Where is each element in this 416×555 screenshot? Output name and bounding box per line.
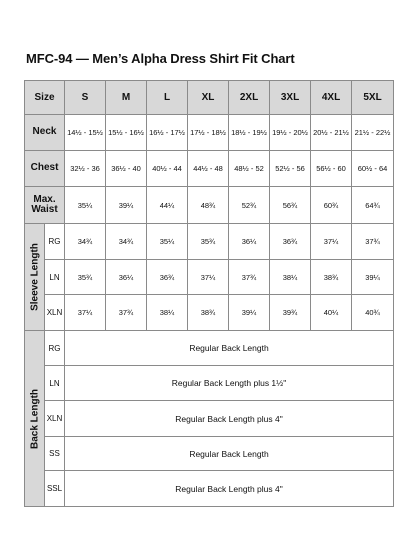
back-length-group (25, 331, 45, 507)
size-heading: 3XL (270, 81, 311, 115)
table-cell: 19½ - 20½ (270, 115, 311, 151)
back-row-xln (25, 401, 394, 437)
back-sub-label: SS (45, 437, 65, 471)
sleeve-row-xln (25, 295, 394, 331)
table-cell: 60¾ (311, 187, 352, 224)
neck-label: Neck (25, 115, 65, 151)
table-cell: 32½ - 36 (65, 151, 106, 187)
table-cell: 39¼ (352, 260, 394, 295)
sleeve-sub-label: XLN (45, 295, 65, 331)
back-length-value: Regular Back Length (65, 331, 394, 366)
back-length-value: Regular Back Length plus 4" (65, 401, 394, 437)
back-sub-label: XLN (45, 401, 65, 437)
table-cell: 38¾ (311, 260, 352, 295)
sleeve-row-rg (25, 224, 394, 260)
size-heading: L (147, 81, 188, 115)
table-cell: 48¾ (188, 187, 229, 224)
table-cell: 56¾ (270, 187, 311, 224)
back-length-value: Regular Back Length plus 1½" (65, 366, 394, 401)
table-cell: 39¾ (270, 295, 311, 331)
table-cell: 40¾ (352, 295, 394, 331)
sleeve-row-ln (25, 260, 394, 295)
table-cell: 37¼ (65, 295, 106, 331)
size-label: Size (25, 81, 65, 115)
size-heading: 4XL (311, 81, 352, 115)
back-sub-label: SSL (45, 471, 65, 507)
back-length-label: Back Length (29, 388, 40, 449)
page-title: MFC-94 — Men’s Alpha Dress Shirt Fit Chart (26, 51, 295, 66)
back-length-value: Regular Back Length (65, 437, 394, 471)
table-cell: 44¼ (147, 187, 188, 224)
table-cell: 39¼ (229, 295, 270, 331)
chest-row (25, 151, 394, 187)
table-cell: 37¼ (188, 260, 229, 295)
back-sub-label: LN (45, 366, 65, 401)
table-cell: 36¼ (106, 260, 147, 295)
table-cell: 18½ - 19½ (229, 115, 270, 151)
table-cell: 44½ - 48 (188, 151, 229, 187)
chest-label: Chest (25, 151, 65, 187)
table-cell: 37¾ (229, 260, 270, 295)
table-cell: 38¾ (188, 295, 229, 331)
back-row-ssl (25, 471, 394, 507)
size-heading: XL (188, 81, 229, 115)
table-cell: 36¼ (229, 224, 270, 260)
waist-label: Max. Waist (25, 187, 65, 224)
table-cell: 37¼ (311, 224, 352, 260)
table-cell: 39¼ (106, 187, 147, 224)
table-cell: 37¾ (106, 295, 147, 331)
waist-row (25, 187, 394, 224)
back-length-value: Regular Back Length plus 4" (65, 471, 394, 507)
table-cell: 36¾ (147, 260, 188, 295)
table-cell: 40½ - 44 (147, 151, 188, 187)
size-header-row (25, 81, 394, 115)
table-cell: 38¼ (270, 260, 311, 295)
table-cell: 35¼ (147, 224, 188, 260)
table-cell: 35¾ (188, 224, 229, 260)
fit-chart-table (24, 80, 394, 507)
table-cell: 21½ - 22½ (352, 115, 394, 151)
sleeve-length-label: Sleeve Length (29, 243, 40, 311)
size-heading: 2XL (229, 81, 270, 115)
table-cell: 60½ - 64 (352, 151, 394, 187)
back-sub-label: RG (45, 331, 65, 366)
table-cell: 20½ - 21½ (311, 115, 352, 151)
neck-row (25, 115, 394, 151)
table-cell: 52¾ (229, 187, 270, 224)
back-row-ss (25, 437, 394, 471)
table-cell: 34¾ (65, 224, 106, 260)
table-cell: 14½ - 15½ (65, 115, 106, 151)
table-cell: 64¾ (352, 187, 394, 224)
back-row-ln (25, 366, 394, 401)
table-cell: 38¼ (147, 295, 188, 331)
table-cell: 37¾ (352, 224, 394, 260)
size-heading: 5XL (352, 81, 394, 115)
sleeve-length-group (25, 224, 45, 331)
table-cell: 35¼ (65, 187, 106, 224)
table-cell: 35¾ (65, 260, 106, 295)
sleeve-sub-label: RG (45, 224, 65, 260)
table-cell: 52½ - 56 (270, 151, 311, 187)
table-cell: 15½ - 16½ (106, 115, 147, 151)
table-cell: 56½ - 60 (311, 151, 352, 187)
table-cell: 48½ - 52 (229, 151, 270, 187)
table-cell: 40¼ (311, 295, 352, 331)
size-heading: M (106, 81, 147, 115)
table-cell: 17½ - 18½ (188, 115, 229, 151)
table-cell: 36¾ (270, 224, 311, 260)
sleeve-sub-label: LN (45, 260, 65, 295)
table-cell: 34¾ (106, 224, 147, 260)
size-heading: S (65, 81, 106, 115)
table-cell: 36½ - 40 (106, 151, 147, 187)
table-cell: 16½ - 17½ (147, 115, 188, 151)
back-row-rg (25, 331, 394, 366)
